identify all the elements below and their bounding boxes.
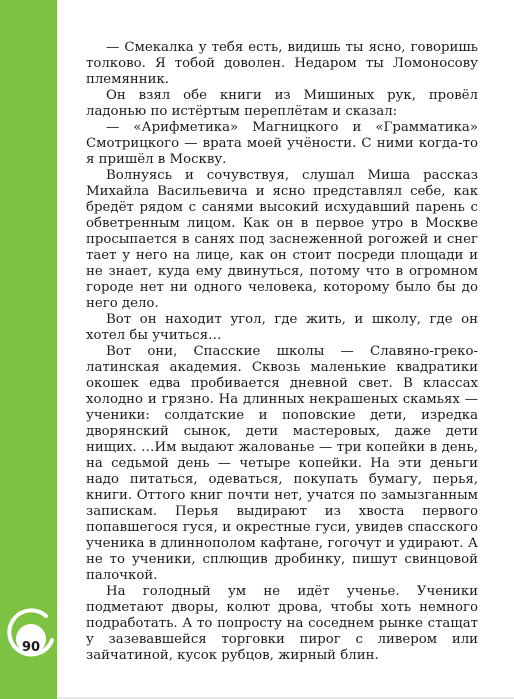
paragraph: Волнуясь и сочувствуя, слушал Миша рассказ Михайла Васильевича и ясно представлял себе, как бредёт рядом с санями высокий исхудавший парень с обветренным лицом. Как он в первое утро в Москве просыпается в санях под заснеженной рогожей и снег тает у него на лице, как он стоит посреди площади и не знает, куда ему двинуться, потому что в огромном городе нет ни одного человека, которому было бы до него дело. bbox=[86, 168, 478, 311]
story-text bbox=[86, 40, 478, 664]
page-number: 90 bbox=[21, 640, 41, 655]
paragraph: — Смекалка у тебя есть, видишь ты ясно, говоришь толково. Я тобой доволен. Недаром ты Ломоносову племянник. bbox=[86, 40, 478, 87]
paragraph: Вот он находит угол, где жить, и школу, где он хотел бы учиться… bbox=[86, 312, 478, 343]
paragraph: — «Арифметика» Магницкого и «Грамматика» Смотрицкого — врата моей учёности. С ними когда-то я пришёл в Москву. bbox=[86, 120, 478, 167]
paragraph: На голодный ум не идёт ученье. Ученики подметают дворы, колют дрова, чтобы хоть немного подработать. А то попросту на соседнем рынке стащат у зазевавшейся торговки пирог с ливером или зайчатиной, кусок рубцов, жирный блин. bbox=[86, 584, 478, 663]
green-side-bar bbox=[0, 0, 57, 699]
paragraph: Вот они, Спасские школы — Славяно-греко-латинская академия. Сквозь маленькие квадратики окошек едва пробивается дневной свет. В классах холодно и грязно. На длинных некрашеных скамьях — ученики: солдатские и поповские дети, изредка дворянский сынок, дети мастеровых, даже дети нищих. …Им выдают жалованье — три копейки в день, на седьмой день — четыре копейки. На эти деньги надо питаться, одеваться, покупать бумагу, перья, книги. Оттого книг почти нет, учатся по замызганным запискам. Перья выдирают из хвоста первого попавшегося гуся, и окрестные гуси, увидев спасского ученика в длиннополом кафтане, гогочут и удирают. А не то ученики, сплющив дробинку, пишут свинцовой палочкой. bbox=[86, 344, 478, 583]
paragraph: Он взял обе книги из Мишиных рук, провёл ладонью по истёртым переплётам и сказал: bbox=[86, 88, 478, 119]
